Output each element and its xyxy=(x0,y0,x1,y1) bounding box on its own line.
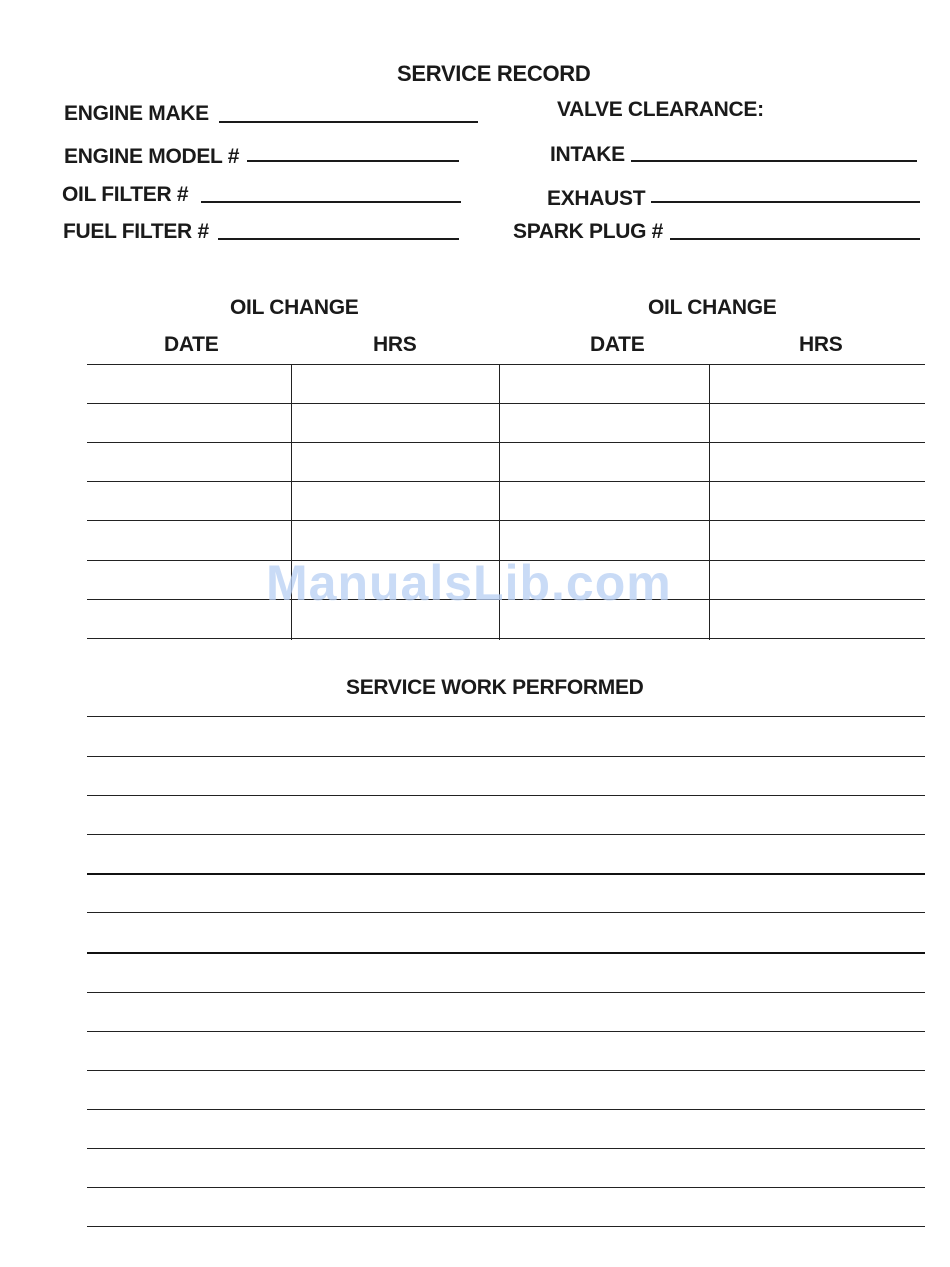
table-rule xyxy=(87,364,925,365)
table-rule xyxy=(87,442,925,443)
writing-line[interactable] xyxy=(87,952,925,954)
col-hrs-right: HRS xyxy=(799,333,843,356)
engine-make-field[interactable] xyxy=(219,121,478,123)
oil-filter-label: OIL FILTER # xyxy=(62,183,189,206)
engine-model-field[interactable] xyxy=(247,160,459,162)
col-hrs-left: HRS xyxy=(373,333,417,356)
table-rule xyxy=(87,638,925,639)
fuel-filter-label: FUEL FILTER # xyxy=(63,220,209,243)
writing-line[interactable] xyxy=(87,716,925,717)
page-title: SERVICE RECORD xyxy=(397,61,591,86)
writing-line[interactable] xyxy=(87,795,925,796)
writing-line[interactable] xyxy=(87,1070,925,1071)
writing-line[interactable] xyxy=(87,873,925,875)
writing-line[interactable] xyxy=(87,756,925,757)
col-date-right: DATE xyxy=(590,333,645,356)
writing-line[interactable] xyxy=(87,992,925,993)
writing-line[interactable] xyxy=(87,1226,925,1227)
spark-plug-label: SPARK PLUG # xyxy=(513,220,664,243)
service-work-heading: SERVICE WORK PERFORMED xyxy=(346,676,644,699)
writing-line[interactable] xyxy=(87,1109,925,1110)
col-date-left: DATE xyxy=(164,333,219,356)
intake-label: INTAKE xyxy=(550,143,625,166)
engine-make-label: ENGINE MAKE xyxy=(64,102,209,125)
watermark: ManualsLib.com xyxy=(266,555,672,611)
valve-clearance-label: VALVE CLEARANCE: xyxy=(557,98,764,121)
table-rule xyxy=(87,520,925,521)
spark-plug-field[interactable] xyxy=(670,238,920,240)
intake-field[interactable] xyxy=(631,160,917,162)
engine-model-label: ENGINE MODEL # xyxy=(64,145,240,168)
writing-line[interactable] xyxy=(87,912,925,913)
writing-line[interactable] xyxy=(87,1187,925,1188)
table-rule xyxy=(87,403,925,404)
oil-change-heading-right: OIL CHANGE xyxy=(648,296,777,319)
fuel-filter-field[interactable] xyxy=(218,238,459,240)
oil-filter-field[interactable] xyxy=(201,201,461,203)
exhaust-label: EXHAUST xyxy=(547,187,646,210)
table-column-divider xyxy=(709,364,710,640)
writing-line[interactable] xyxy=(87,1031,925,1032)
writing-line[interactable] xyxy=(87,834,925,835)
writing-line[interactable] xyxy=(87,1148,925,1149)
oil-change-heading-left: OIL CHANGE xyxy=(230,296,359,319)
table-rule xyxy=(87,481,925,482)
exhaust-field[interactable] xyxy=(651,201,920,203)
